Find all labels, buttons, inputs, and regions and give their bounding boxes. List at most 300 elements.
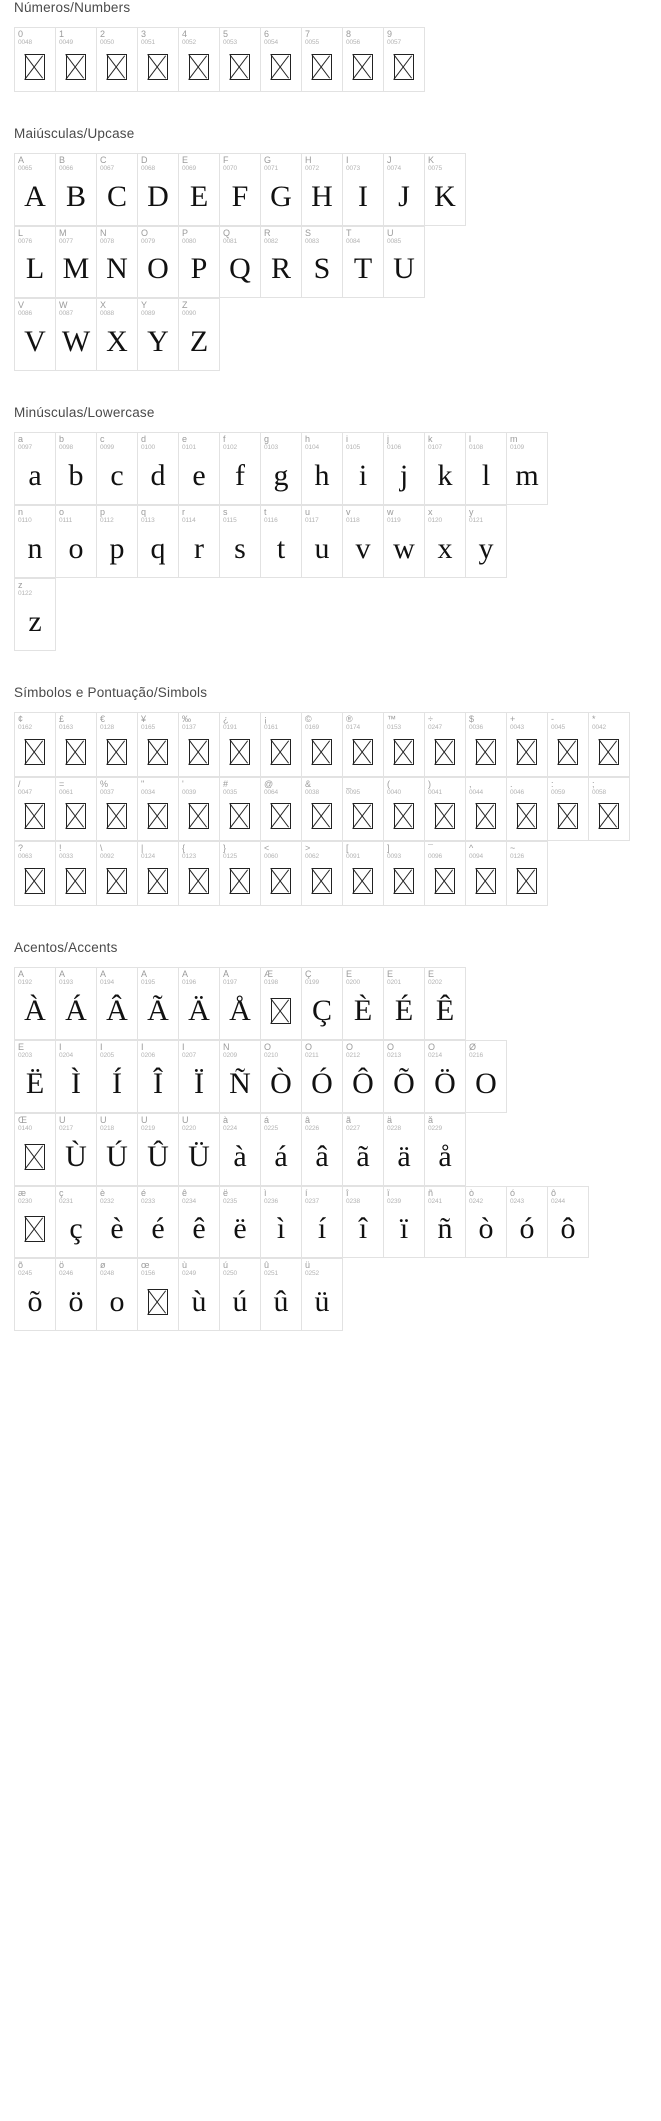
glyph-preview: ë [233, 1212, 247, 1246]
glyph-char-label: Ó [305, 1042, 313, 1052]
glyph-cell[interactable] [138, 28, 179, 92]
glyph-cell[interactable] [384, 1187, 425, 1259]
glyph-cell[interactable] [138, 154, 179, 226]
notdef-box-icon-shape [517, 739, 537, 765]
glyph-meta [384, 506, 424, 525]
glyph-cell[interactable] [302, 842, 343, 906]
glyph-cell[interactable] [179, 433, 220, 505]
notdef-box-icon-shape [517, 803, 537, 829]
glyph-cell[interactable] [425, 154, 466, 226]
glyph-meta [138, 433, 178, 452]
glyph-cell[interactable] [425, 842, 466, 906]
glyph-cell[interactable] [343, 842, 384, 906]
glyph-cell[interactable] [15, 506, 56, 578]
glyph-cell[interactable] [15, 299, 56, 371]
glyph-cell[interactable] [261, 28, 302, 92]
glyph-cell[interactable] [261, 778, 302, 842]
glyph-code-label: 0043 [510, 723, 525, 731]
glyph-char-label: | [141, 844, 144, 854]
glyph-cell[interactable] [56, 842, 97, 906]
glyph-cell[interactable] [302, 154, 343, 226]
glyph-char-label: a [18, 435, 24, 445]
glyph-meta [220, 28, 260, 47]
glyph-code-label: 0118 [346, 517, 360, 525]
glyph-cell[interactable] [343, 1041, 384, 1113]
glyph-cell[interactable] [384, 227, 425, 299]
glyph-cell[interactable] [261, 1259, 302, 1331]
glyph-cell[interactable] [425, 1187, 466, 1259]
glyph-cell[interactable] [15, 433, 56, 505]
glyph-cell[interactable] [56, 1259, 97, 1331]
glyph-cell[interactable] [466, 1041, 507, 1113]
glyph-cell[interactable] [302, 28, 343, 92]
glyph-code-label: 0071 [264, 164, 279, 172]
glyph-cell[interactable] [425, 506, 466, 578]
glyph-char-label: c [100, 435, 105, 445]
notdef-box-icon-shape [312, 803, 332, 829]
glyph-code-label: 0107 [428, 444, 443, 452]
glyph-cell[interactable] [179, 28, 220, 92]
glyph-cell[interactable] [343, 778, 384, 842]
glyph-cell[interactable] [343, 713, 384, 777]
glyph-cell[interactable] [179, 1259, 220, 1331]
glyph-code-label: 0206 [141, 1051, 156, 1059]
glyph-char-label: ë [223, 1188, 229, 1198]
notdef-box-icon [97, 861, 137, 905]
glyph-row [14, 432, 548, 505]
glyph-cell[interactable] [302, 506, 343, 578]
glyph-cell[interactable] [179, 842, 220, 906]
glyph-char-label: G [264, 155, 272, 165]
glyph-meta [425, 968, 465, 987]
glyph-cell[interactable] [97, 1259, 138, 1331]
glyph-cell[interactable] [384, 154, 425, 226]
glyph-cell[interactable] [425, 433, 466, 505]
glyph-cell[interactable] [220, 154, 261, 226]
glyph-cell[interactable] [466, 506, 507, 578]
glyph-cell[interactable] [425, 1114, 466, 1186]
glyph-code-label: 0096 [428, 853, 443, 861]
glyph-meta [97, 433, 137, 452]
glyph-cell[interactable] [56, 154, 97, 226]
glyph-cell[interactable] [56, 1187, 97, 1259]
glyph-cell[interactable] [138, 842, 179, 906]
glyph-cell[interactable] [261, 227, 302, 299]
glyph-cell[interactable] [138, 227, 179, 299]
glyph-char-label: À [18, 970, 25, 980]
glyph-cell[interactable] [261, 1041, 302, 1113]
glyph-meta [425, 1114, 465, 1133]
glyph-code-label: 0165 [141, 723, 156, 731]
glyph-cell[interactable] [56, 968, 97, 1040]
notdef-box-icon-shape [312, 868, 332, 894]
glyph-cell[interactable] [302, 1259, 343, 1331]
glyph-code-label: 0068 [141, 164, 156, 172]
glyph-row [14, 712, 630, 777]
glyph-cell[interactable] [138, 433, 179, 505]
glyph-cell[interactable] [15, 579, 56, 651]
glyph-code-label: 0037 [100, 788, 115, 796]
glyph-cell[interactable] [343, 28, 384, 92]
glyph-preview: ö [68, 1285, 84, 1319]
glyph-cell[interactable] [97, 299, 138, 371]
glyph-preview: M [62, 252, 90, 286]
glyph-cell[interactable] [220, 1114, 261, 1186]
glyph-code-label: 0119 [387, 517, 401, 525]
glyph-code-label: 0211 [305, 1051, 319, 1059]
glyph-cell[interactable] [343, 433, 384, 505]
glyph-cell[interactable] [56, 506, 97, 578]
notdef-box-icon-shape [25, 868, 45, 894]
glyph-cell[interactable] [261, 433, 302, 505]
notdef-box-icon [384, 861, 424, 905]
glyph-meta [302, 1114, 342, 1133]
glyph-cell[interactable] [97, 1114, 138, 1186]
glyph-char-label: î [346, 1188, 349, 1198]
notdef-box-icon [261, 47, 301, 91]
glyph-cell[interactable] [466, 713, 507, 777]
glyph-cell[interactable] [589, 778, 630, 842]
glyph-preview: O [147, 252, 169, 286]
glyph-cell[interactable] [15, 713, 56, 777]
glyph-cell[interactable] [261, 1114, 302, 1186]
glyph-preview: X [106, 325, 128, 359]
glyph-cell[interactable] [15, 1259, 56, 1331]
glyph-meta [343, 1187, 383, 1206]
glyph-cell[interactable] [56, 433, 97, 505]
glyph-code-label: 0124 [141, 853, 156, 861]
glyph-cell[interactable] [507, 778, 548, 842]
glyph-cell[interactable] [343, 154, 384, 226]
glyph-code-label: 0083 [305, 237, 320, 245]
glyph-meta [56, 1114, 96, 1133]
glyph-cell[interactable] [548, 1187, 589, 1259]
notdef-box-icon [97, 796, 137, 840]
glyph-code-label: 0049 [59, 39, 74, 46]
glyph-cell[interactable] [343, 1187, 384, 1259]
glyph-cell[interactable] [97, 1041, 138, 1113]
glyph-cell[interactable] [302, 227, 343, 299]
notdef-box-icon-shape [476, 868, 496, 894]
glyph-cell[interactable] [466, 778, 507, 842]
glyph-code-label: 0241 [428, 1197, 443, 1205]
notdef-box-icon [589, 732, 629, 776]
glyph-preview: À [24, 993, 46, 1027]
glyph-cell[interactable] [261, 154, 302, 226]
glyph-cell[interactable] [97, 154, 138, 226]
glyph-cell[interactable] [425, 968, 466, 1040]
glyph-cell[interactable] [507, 1187, 548, 1259]
glyph-code-label: 0094 [469, 853, 484, 861]
glyph-code-label: 0198 [264, 979, 279, 987]
notdef-box-icon [343, 732, 383, 776]
glyph-code-label: 0101 [182, 444, 197, 452]
glyph-code-label: 0209 [223, 1051, 238, 1059]
glyph-cell[interactable] [384, 842, 425, 906]
glyph-preview: T [353, 252, 373, 286]
glyph-cell[interactable] [179, 713, 220, 777]
glyph-cell[interactable] [220, 968, 261, 1040]
glyph-cell[interactable] [384, 506, 425, 578]
glyph-preview: è [110, 1212, 124, 1246]
glyph-cell[interactable] [220, 713, 261, 777]
glyph-cell[interactable] [302, 778, 343, 842]
glyph-cell[interactable] [507, 433, 548, 505]
glyph-cell[interactable] [220, 842, 261, 906]
glyph-cell[interactable] [548, 713, 589, 777]
glyph-char-label: û [264, 1261, 270, 1271]
glyph-code-label: 0245 [18, 1270, 33, 1278]
glyph-row [14, 298, 220, 371]
glyph-char-label: U [387, 228, 394, 238]
glyph-cell[interactable] [302, 1114, 343, 1186]
glyph-cell[interactable] [384, 28, 425, 92]
glyph-cell[interactable] [56, 28, 97, 92]
glyph-cell[interactable] [97, 433, 138, 505]
glyph-char-label: Ù [59, 1115, 66, 1125]
glyph-preview: ô [560, 1212, 576, 1246]
glyph-preview: r [194, 531, 204, 565]
glyph-cell[interactable] [384, 1041, 425, 1113]
glyph-meta [15, 154, 55, 173]
glyph-meta [220, 506, 260, 525]
glyph-cell[interactable] [138, 1259, 179, 1331]
glyph-cell[interactable] [302, 968, 343, 1040]
glyph-meta [179, 299, 219, 318]
glyph-cell[interactable] [302, 1187, 343, 1259]
notdef-box-icon [302, 861, 342, 905]
glyph-code-label: 0048 [18, 39, 33, 46]
glyph-meta [220, 154, 260, 173]
glyph-cell[interactable] [56, 227, 97, 299]
glyph-cell[interactable] [138, 968, 179, 1040]
glyph-cell[interactable] [302, 1041, 343, 1113]
glyph-preview: Å [229, 993, 251, 1027]
glyph-meta [97, 842, 137, 861]
glyph-code-label: 0046 [510, 788, 525, 796]
glyph-char-label: B [59, 155, 66, 165]
glyph-char-label: 3 [141, 30, 147, 39]
glyph-cell[interactable] [220, 28, 261, 92]
glyph-cell[interactable] [15, 1187, 56, 1259]
glyph-char-label: Ï [182, 1042, 185, 1052]
glyph-preview: j [399, 459, 409, 493]
glyph-code-label: 0087 [59, 310, 74, 318]
glyph-char-label: Œ [18, 1115, 27, 1125]
glyph-cell[interactable] [220, 778, 261, 842]
glyph-char-label: - [551, 714, 554, 724]
glyph-char-label: Á [59, 970, 66, 980]
glyph-code-label: 0212 [346, 1051, 361, 1059]
glyph-row [14, 226, 425, 299]
notdef-box-icon [56, 796, 96, 840]
glyph-cell[interactable] [261, 842, 302, 906]
glyph-preview: q [150, 531, 166, 565]
glyph-code-label: 0077 [59, 237, 74, 245]
glyph-cell[interactable] [384, 713, 425, 777]
glyph-cell[interactable] [179, 227, 220, 299]
glyph-cell[interactable] [261, 713, 302, 777]
glyph-char-label: } [223, 844, 227, 854]
glyph-code-label: 0174 [346, 723, 361, 731]
glyph-meta [220, 778, 260, 797]
notdef-box-icon [15, 1205, 55, 1257]
glyph-cell[interactable] [138, 1114, 179, 1186]
notdef-box-icon [384, 732, 424, 776]
glyph-cell[interactable] [138, 299, 179, 371]
notdef-box-icon [220, 47, 260, 91]
glyph-preview: õ [27, 1285, 43, 1319]
glyph-cell[interactable] [220, 1259, 261, 1331]
glyph-cell[interactable] [97, 968, 138, 1040]
glyph-cell[interactable] [261, 506, 302, 578]
glyph-code-label: 0062 [305, 853, 320, 861]
glyph-char-label: , [469, 779, 472, 789]
glyph-code-label: 0224 [223, 1124, 238, 1132]
glyph-meta [261, 154, 301, 173]
glyph-cell[interactable] [384, 1114, 425, 1186]
glyph-char-label: ] [387, 844, 390, 854]
glyph-cell[interactable] [15, 968, 56, 1040]
glyph-cell[interactable] [15, 1041, 56, 1113]
glyph-cell[interactable] [548, 778, 589, 842]
glyph-cell[interactable] [425, 778, 466, 842]
glyph-meta [425, 506, 465, 525]
glyph-cell[interactable] [179, 1187, 220, 1259]
glyph-cell[interactable] [343, 968, 384, 1040]
glyph-cell[interactable] [179, 299, 220, 371]
glyph-meta [302, 842, 342, 861]
glyph-cell[interactable] [56, 1114, 97, 1186]
notdef-box-icon [466, 732, 506, 776]
glyph-cell[interactable] [302, 713, 343, 777]
glyph-char-label: K [428, 155, 435, 165]
glyph-cell[interactable] [15, 778, 56, 842]
glyph-cell[interactable] [425, 713, 466, 777]
glyph-meta [425, 154, 465, 173]
glyph-code-label: 0044 [469, 788, 484, 796]
glyph-code-label: 0091 [346, 853, 361, 861]
glyph-cell[interactable] [384, 778, 425, 842]
glyph-cell[interactable] [179, 1114, 220, 1186]
glyph-meta [261, 506, 301, 525]
glyph-cell[interactable] [138, 713, 179, 777]
glyph-cell[interactable] [343, 506, 384, 578]
glyph-code-label: 0199 [305, 979, 320, 987]
glyph-cell[interactable] [220, 506, 261, 578]
glyph-meta [97, 1041, 137, 1060]
glyph-cell[interactable] [97, 842, 138, 906]
glyph-meta [138, 1259, 178, 1278]
glyph-cell[interactable] [138, 778, 179, 842]
glyph-cell[interactable] [97, 227, 138, 299]
glyph-meta [507, 433, 547, 452]
glyph-cell[interactable] [15, 154, 56, 226]
glyph-cell[interactable] [179, 506, 220, 578]
glyph-cell[interactable] [138, 1187, 179, 1259]
glyph-cell[interactable] [384, 968, 425, 1040]
glyph-cell[interactable] [507, 713, 548, 777]
glyph-meta [97, 1187, 137, 1206]
glyph-cell[interactable] [138, 1041, 179, 1113]
glyph-cell[interactable] [138, 506, 179, 578]
glyph-cell[interactable] [15, 1114, 56, 1186]
notdef-box-icon-shape [66, 803, 86, 829]
glyph-cell[interactable] [302, 433, 343, 505]
glyph-char-label: [ [346, 844, 349, 854]
glyph-char-label: b [59, 435, 65, 445]
glyph-preview: î [358, 1212, 368, 1246]
glyph-cell[interactable] [220, 433, 261, 505]
glyph-cell[interactable] [179, 778, 220, 842]
glyph-cell[interactable] [97, 28, 138, 92]
glyph-char-label: Ö [428, 1042, 436, 1052]
glyph-cell[interactable] [15, 28, 56, 92]
notdef-box-icon [589, 796, 629, 840]
glyph-char-label: 1 [59, 30, 65, 39]
glyph-cell[interactable] [220, 1187, 261, 1259]
glyph-cell[interactable] [179, 154, 220, 226]
glyph-cell[interactable] [56, 778, 97, 842]
glyph-code-label: 0213 [387, 1051, 402, 1059]
glyph-cell[interactable] [56, 713, 97, 777]
glyph-preview: û [273, 1285, 289, 1319]
glyph-cell[interactable] [56, 299, 97, 371]
glyph-cell[interactable] [425, 1041, 466, 1113]
glyph-meta [138, 28, 178, 47]
glyph-cell[interactable] [261, 968, 302, 1040]
glyph-cell[interactable] [343, 227, 384, 299]
glyph-preview: ì [276, 1212, 286, 1246]
glyph-char-label: ã [346, 1115, 352, 1125]
glyph-char-label: Ô [346, 1042, 354, 1052]
glyph-preview: ñ [437, 1212, 453, 1246]
glyph-cell[interactable] [97, 778, 138, 842]
glyph-meta [302, 506, 342, 525]
glyph-cell[interactable] [97, 506, 138, 578]
glyph-cell[interactable] [15, 842, 56, 906]
glyph-cell[interactable] [179, 968, 220, 1040]
glyph-cell[interactable] [97, 1187, 138, 1259]
glyph-code-label: 0059 [551, 788, 566, 796]
glyph-meta [261, 968, 301, 987]
glyph-preview: o [109, 1285, 125, 1319]
glyph-cell[interactable] [261, 1187, 302, 1259]
glyph-preview: é [151, 1212, 165, 1246]
glyph-char-label: ¢ [18, 714, 24, 724]
glyph-cell[interactable] [466, 433, 507, 505]
glyph-cell[interactable] [589, 713, 630, 777]
glyph-preview: í [317, 1212, 327, 1246]
glyph-meta [220, 1187, 260, 1206]
glyph-cell[interactable] [466, 842, 507, 906]
glyph-cell[interactable] [220, 227, 261, 299]
glyph-cell[interactable] [507, 842, 548, 906]
glyph-meta [15, 28, 55, 47]
glyph-cell[interactable] [343, 1114, 384, 1186]
glyph-char-label: Ú [100, 1115, 107, 1125]
glyph-cell[interactable] [97, 713, 138, 777]
glyph-cell[interactable] [466, 1187, 507, 1259]
glyph-row [14, 1113, 466, 1186]
glyph-cell[interactable] [384, 433, 425, 505]
glyph-cell[interactable] [179, 1041, 220, 1113]
glyph-cell[interactable] [56, 1041, 97, 1113]
glyph-meta [302, 778, 342, 797]
glyph-meta [302, 1041, 342, 1060]
glyph-cell[interactable] [220, 1041, 261, 1113]
glyph-cell[interactable] [15, 227, 56, 299]
